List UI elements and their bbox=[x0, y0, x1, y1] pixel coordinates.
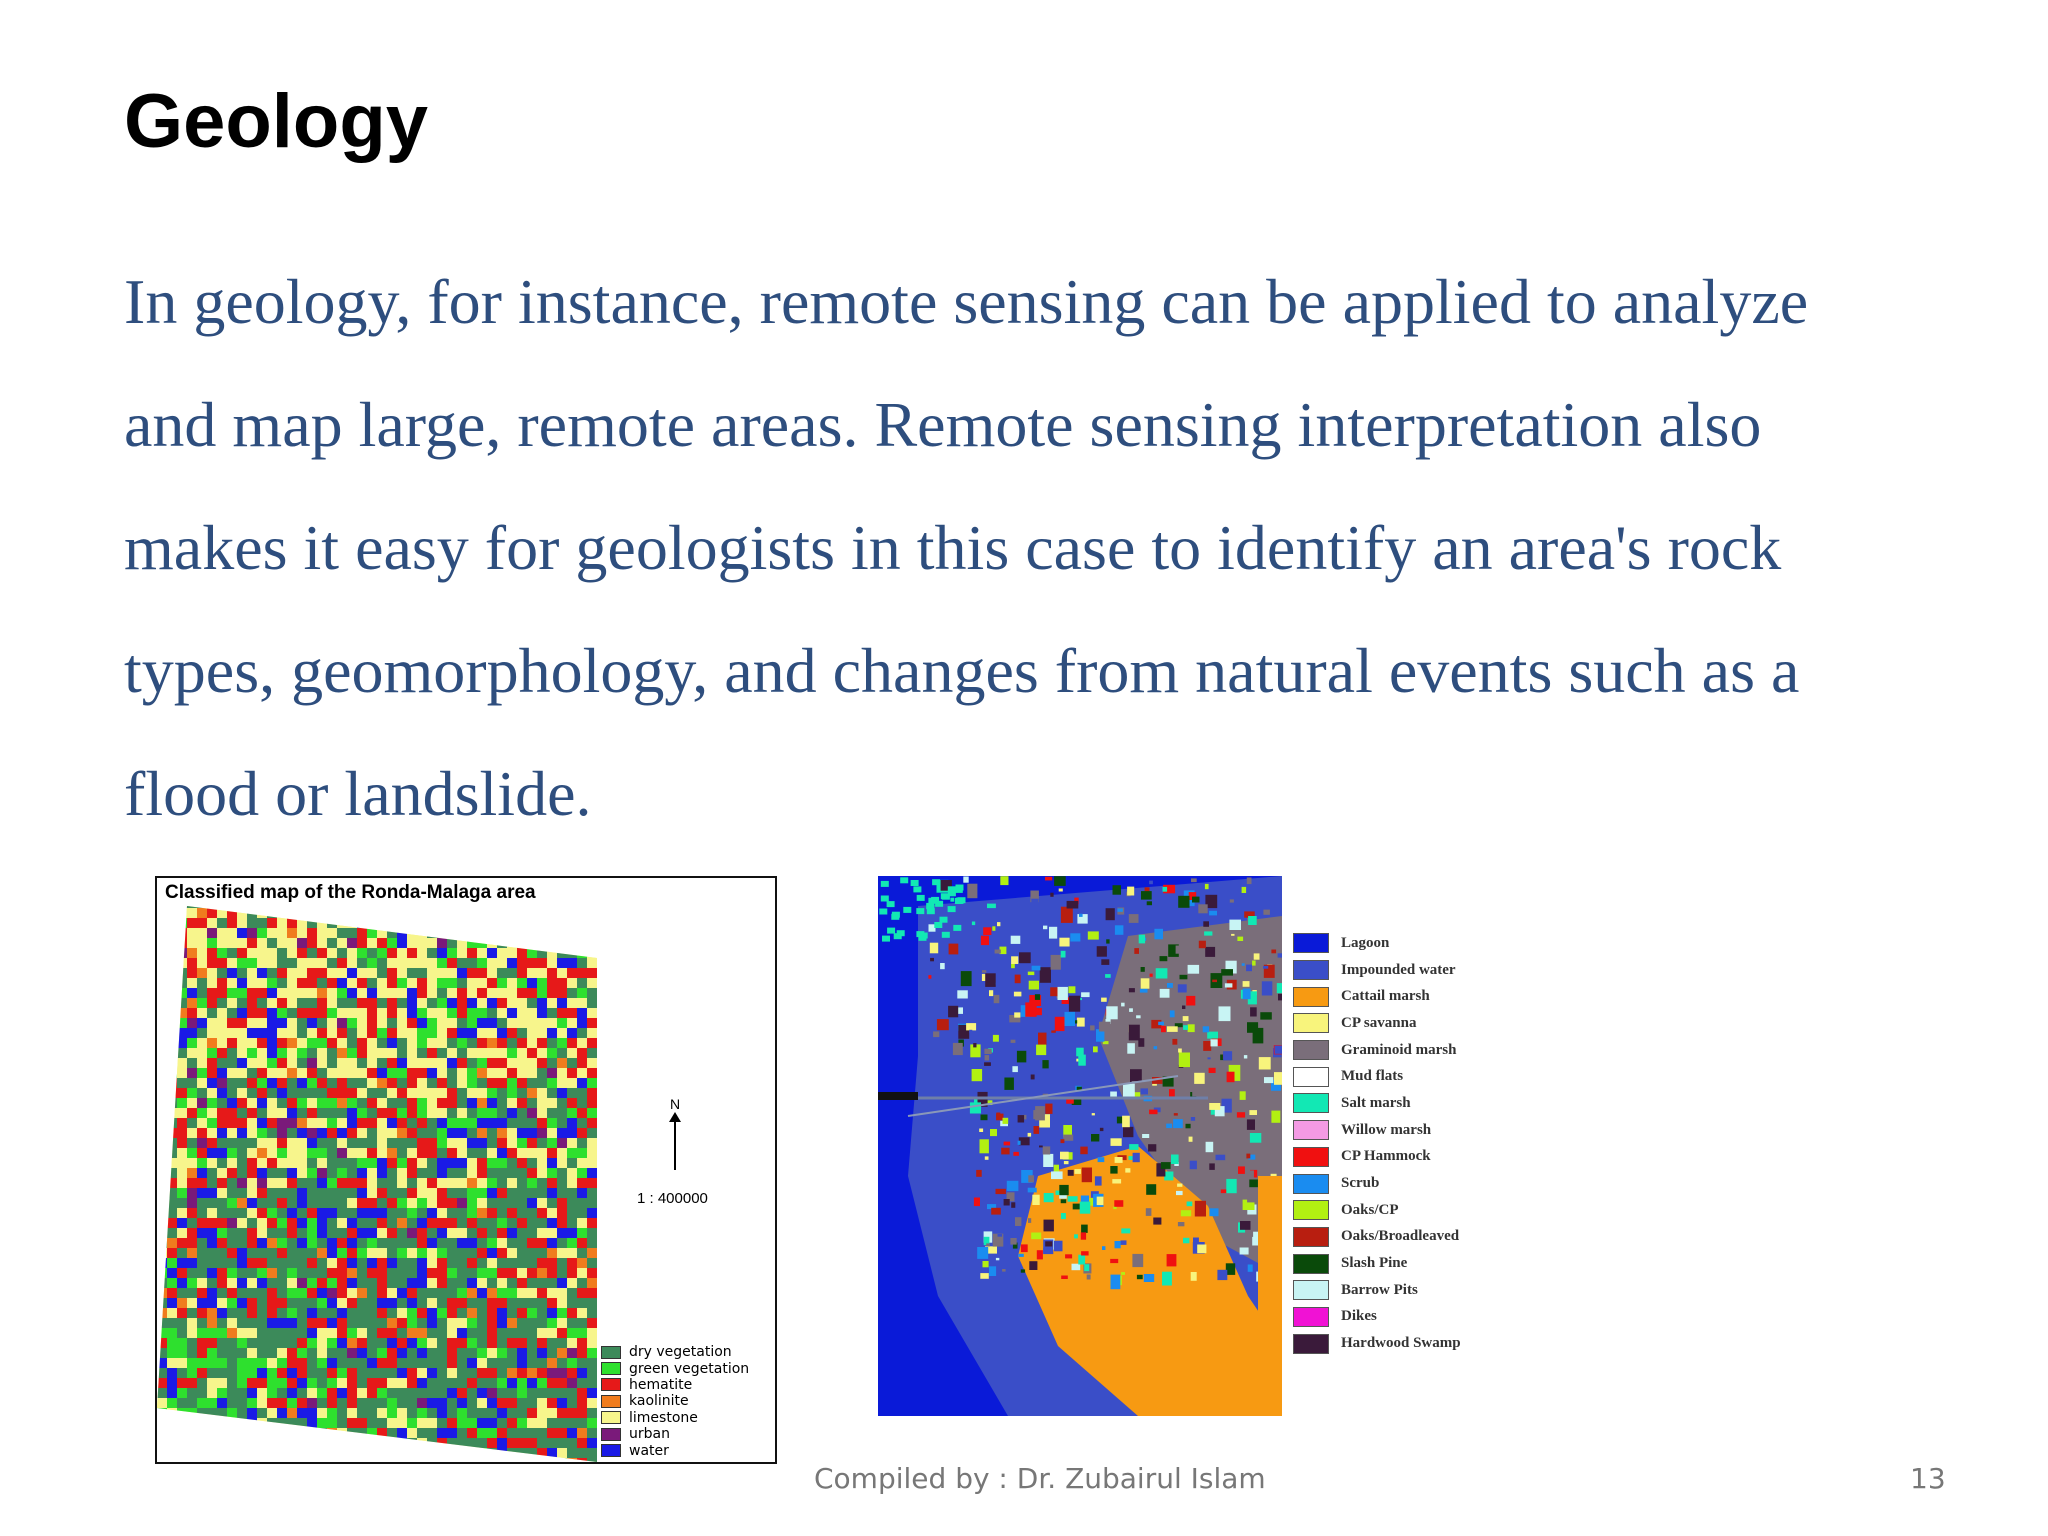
legend-swatch bbox=[1293, 1013, 1329, 1033]
legend-item bbox=[1293, 1224, 1461, 1251]
land-cover-map-image bbox=[878, 876, 1282, 1416]
legend-label: green vegetation bbox=[629, 1360, 750, 1377]
legend-label: Hardwood Swamp bbox=[1341, 1335, 1461, 1352]
legend-swatch bbox=[1293, 1093, 1329, 1113]
page-number: 13 bbox=[1910, 1462, 1946, 1495]
legend-item bbox=[601, 1442, 749, 1458]
body-line: flood or landslide. bbox=[124, 758, 592, 829]
legend-label: Slash Pine bbox=[1341, 1255, 1408, 1272]
ronda-malaga-classified-map bbox=[155, 876, 777, 1464]
slide-title: Geology bbox=[124, 79, 429, 164]
legend-item bbox=[1293, 1277, 1461, 1304]
north-arrow-icon bbox=[674, 1114, 676, 1170]
legend-swatch bbox=[1293, 1120, 1329, 1140]
legend-swatch bbox=[1293, 933, 1329, 953]
legend-item bbox=[1293, 1010, 1461, 1037]
legend-swatch bbox=[1293, 1174, 1329, 1194]
north-label: N bbox=[670, 1096, 681, 1112]
legend-item bbox=[1293, 1090, 1461, 1117]
legend-item bbox=[1293, 1250, 1461, 1277]
map-legend bbox=[601, 1344, 749, 1459]
legend-label: Oaks/Broadleaved bbox=[1341, 1228, 1460, 1245]
legend-label: hematite bbox=[629, 1376, 693, 1393]
legend-item bbox=[1293, 1144, 1461, 1171]
legend-label: Oaks/CP bbox=[1341, 1201, 1399, 1218]
body-line: and map large, remote areas. Remote sensing interpretation also bbox=[124, 389, 1762, 460]
legend-label: limestone bbox=[629, 1409, 698, 1426]
legend-label: Dikes bbox=[1341, 1308, 1377, 1325]
land-cover-map bbox=[878, 876, 1282, 1416]
legend-item bbox=[1293, 1197, 1461, 1224]
legend-swatch bbox=[601, 1411, 621, 1424]
legend-swatch bbox=[1293, 1227, 1329, 1247]
legend-swatch bbox=[1293, 987, 1329, 1007]
legend-swatch bbox=[1293, 1307, 1329, 1327]
legend-swatch bbox=[1293, 1040, 1329, 1060]
legend-swatch bbox=[1293, 1254, 1329, 1274]
legend-label: CP Hammock bbox=[1341, 1148, 1431, 1165]
legend-item bbox=[1293, 1170, 1461, 1197]
legend-item bbox=[1293, 1037, 1461, 1064]
legend-label: Mud flats bbox=[1341, 1068, 1404, 1085]
legend-swatch bbox=[1293, 1200, 1329, 1220]
legend-item bbox=[601, 1344, 749, 1360]
legend-item bbox=[601, 1377, 749, 1393]
legend-item bbox=[1293, 1063, 1461, 1090]
legend-swatch bbox=[601, 1362, 621, 1375]
legend-label: CP savanna bbox=[1341, 1014, 1417, 1031]
legend-label: Graminoid marsh bbox=[1341, 1041, 1457, 1058]
legend-label: Willow marsh bbox=[1341, 1121, 1432, 1138]
legend-label: Scrub bbox=[1341, 1175, 1380, 1192]
legend-item bbox=[1293, 1117, 1461, 1144]
legend-item bbox=[601, 1426, 749, 1442]
legend-swatch bbox=[601, 1346, 621, 1359]
legend-label: Lagoon bbox=[1341, 934, 1390, 951]
legend-item bbox=[1293, 1330, 1461, 1357]
legend-label: water bbox=[629, 1442, 669, 1459]
legend-label: Cattail marsh bbox=[1341, 988, 1430, 1005]
body-line: makes it easy for geologists in this case to identify an area's rock bbox=[124, 512, 1782, 583]
legend-swatch bbox=[1293, 1334, 1329, 1354]
map-title: Classified map of the Ronda-Malaga area bbox=[165, 882, 536, 903]
legend-swatch bbox=[1293, 1147, 1329, 1167]
legend-label: Barrow Pits bbox=[1341, 1281, 1418, 1298]
legend-swatch bbox=[601, 1378, 621, 1391]
legend-swatch bbox=[1293, 1067, 1329, 1087]
legend-label: dry vegetation bbox=[629, 1344, 732, 1361]
legend-swatch bbox=[601, 1428, 621, 1441]
legend-item bbox=[601, 1393, 749, 1409]
body-line: In geology, for instance, remote sensing can be applied to analyze bbox=[124, 266, 1809, 337]
legend-label: Impounded water bbox=[1341, 961, 1456, 978]
legend-item bbox=[1293, 1304, 1461, 1331]
legend-swatch bbox=[601, 1395, 621, 1408]
footer-credit: Compiled by : Dr. Zubairul Islam bbox=[814, 1462, 1266, 1495]
legend-label: kaolinite bbox=[629, 1393, 689, 1410]
body-paragraph bbox=[124, 240, 1974, 855]
legend-item bbox=[601, 1410, 749, 1426]
legend-label: Salt marsh bbox=[1341, 1094, 1411, 1111]
legend-item bbox=[1293, 983, 1461, 1010]
legend-swatch bbox=[1293, 1280, 1329, 1300]
legend-item bbox=[601, 1360, 749, 1376]
legend-label: urban bbox=[629, 1426, 670, 1443]
map-scale: 1 : 400000 bbox=[637, 1190, 708, 1207]
land-cover-legend bbox=[1293, 930, 1461, 1357]
body-line: types, geomorphology, and changes from natural events such as a bbox=[124, 635, 1800, 706]
legend-item bbox=[1293, 957, 1461, 984]
legend-swatch bbox=[1293, 960, 1329, 980]
legend-item bbox=[1293, 930, 1461, 957]
legend-swatch bbox=[601, 1444, 621, 1457]
